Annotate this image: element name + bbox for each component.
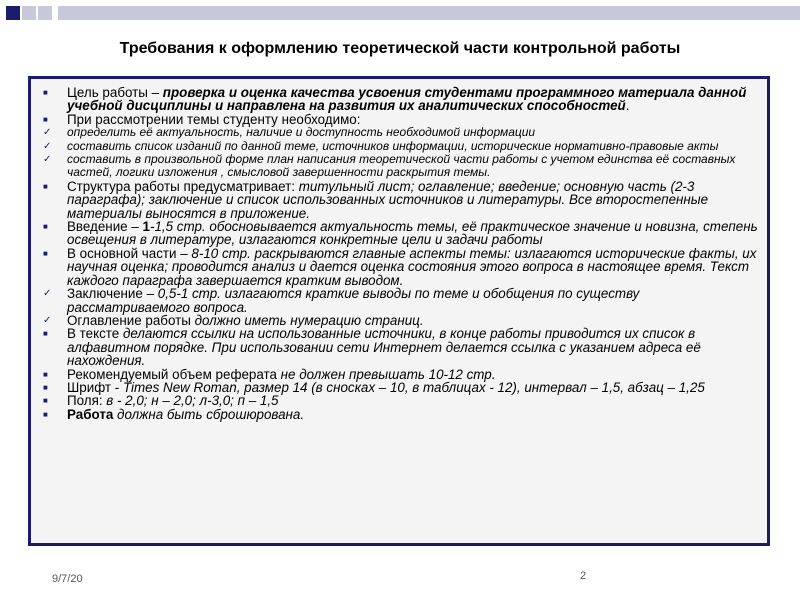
item-text: В основной части – [67,245,192,261]
item-text: -1,5 стр. обосновывается актуальность темы, её практическое значение и новизна, степень освещения в литературе, излагаются конкретные цели и задачи работы [67,219,758,248]
checkmark-bullet-icon [43,314,57,327]
list-item [37,247,759,287]
decor-square-dark [6,6,20,20]
list-item [37,381,759,394]
item-text: не должен превышать 10-12 стр. [280,366,496,382]
decor-square-light [38,6,52,20]
square-bullet-icon [43,86,57,99]
item-text: Структура работы предусматривает: [67,178,299,194]
item-text: Рекомендуемый объем реферата [67,366,281,382]
decorative-top-bar [58,6,800,20]
list-item [37,140,759,153]
list-item [37,408,759,421]
item-text: Введение – [67,219,143,235]
requirements-list [37,86,759,421]
item-text: составить в произвольной форме план написания теоретической части работы с учетом единства её составных частей, логики изложения , смысловой завершенности раскрытия темы. [67,152,736,180]
item-text: Заключение – [67,286,158,302]
item-text: определить её актуальность, наличие и доступность необходимой информации [67,125,536,140]
list-item [37,126,759,139]
item-text: составить список изданий по данной теме, источников информации, исторические нормативно-правовые акты [67,138,719,153]
page-number: 2 [580,570,587,582]
item-text: должна быть сброшюрована. [117,406,305,422]
decorative-squares [6,6,52,20]
list-item [37,394,759,407]
item-text: титульный лист; оглавление; введение; основную часть (2-3 параграфа); заключение и список использованных источников и литературы. Все второстепенные материалы выносятся в приложение. [67,178,709,221]
checkmark-bullet-icon [43,126,57,139]
square-bullet-icon [43,247,57,260]
square-bullet-icon [43,327,57,340]
item-text: В тексте [67,326,123,342]
item-text: Оглавление работы [67,312,195,328]
item-text: 0,5-1 стр. излагаются краткие выводы по теме и обобщения по существу рассматриваемого вопроса. [67,286,640,315]
item-text: Цель работы – [67,85,163,100]
item-text: проверка и оценка качества усвоения студентами программного материала данной учебной дисциплины и направлена на развития их аналитических способностей [67,85,747,114]
content-frame [28,76,770,546]
square-bullet-icon [43,408,57,421]
square-bullet-icon [43,381,57,394]
item-text: должно иметь нумерацию страниц. [194,312,424,328]
list-item [37,327,759,367]
item-text: делаются ссылки на использованные источники, в конце работы приводится их список в алфавитном порядке. При использовании сети Интернет делается ссылка с указанием адреса её нахождения. [67,326,701,369]
item-text: Шрифт - [67,379,123,395]
item-text: в - 2,0; н – 2,0; л-3,0; п – 1,5 [106,393,279,409]
slide-title: Требования к оформлению теоретической части контрольной работы [119,40,681,57]
square-bullet-icon [43,113,57,126]
list-item [37,86,759,113]
footer-date: 9/7/20 [52,573,83,585]
list-item [37,180,759,220]
item-text: Times New Roman, размер 14 (в сносках – 10, в таблицах - 12), интервал – 1,5, абзац – 1,25 [122,379,705,395]
list-item [37,368,759,381]
list-item [37,314,759,327]
checkmark-bullet-icon [43,287,57,300]
square-bullet-icon [43,220,57,233]
item-text: . [625,98,630,114]
list-item [37,287,759,314]
checkmark-bullet-icon [43,140,57,153]
list-item [37,220,759,247]
checkmark-bullet-icon [43,153,57,166]
list-item [37,113,759,126]
item-text: Работа [67,406,118,422]
decor-square-light [22,6,36,20]
item-text: 1 [142,219,150,235]
list-item [37,153,759,180]
square-bullet-icon [43,394,57,407]
square-bullet-icon [43,368,57,381]
square-bullet-icon [43,180,57,193]
item-text: 8-10 стр. раскрываются главные аспекты темы: излагаются исторические факты, их научная оценка; проводится анализ и дается оценка состояния этого вопроса в настоящее время. Текст каждого параграфа завершается кратким выводом. [67,245,757,288]
item-text: Поля: [67,393,107,409]
item-text: При рассмотрении темы студенту необходимо: [67,111,361,127]
